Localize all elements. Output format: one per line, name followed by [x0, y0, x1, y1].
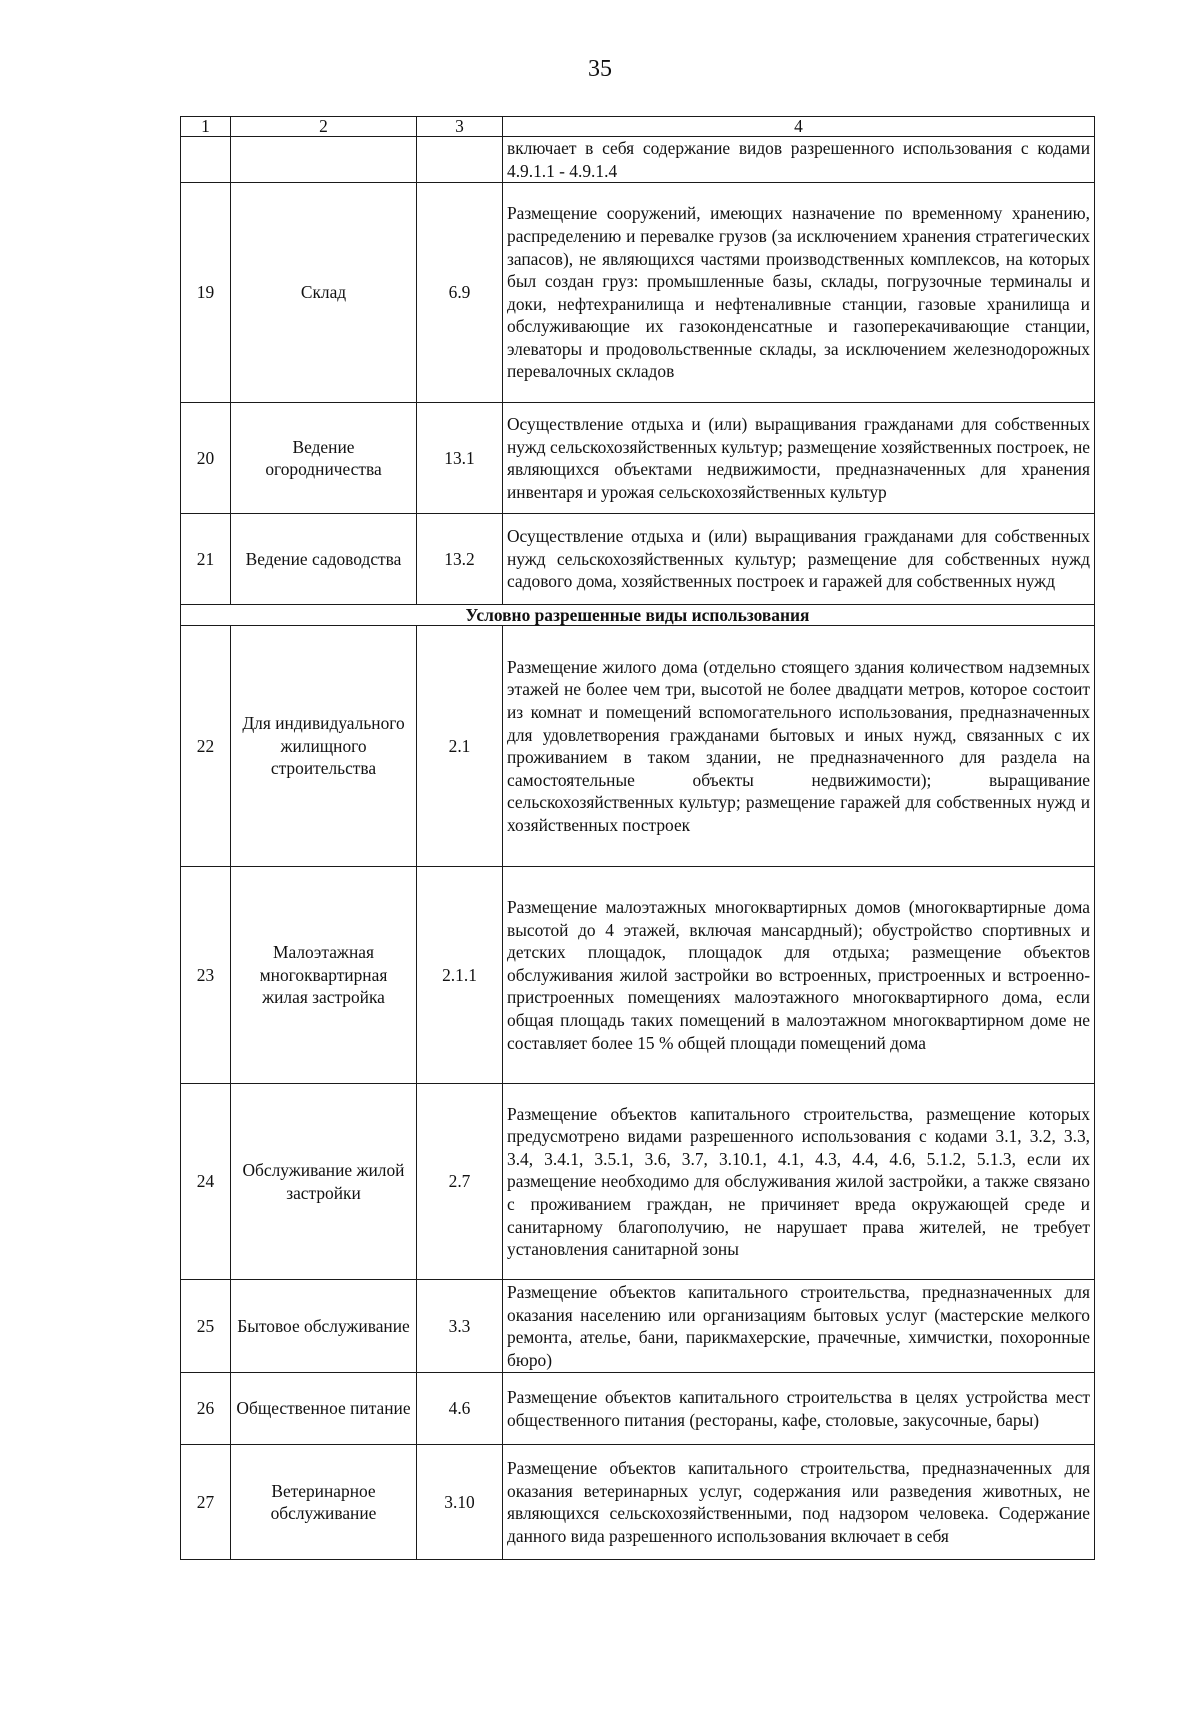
row-code: 3.10 — [417, 1445, 503, 1560]
row-name: Ведение огородничества — [231, 403, 417, 514]
row-description: Размещение объектов капитального строительства в целях устройства мест общественного питания (рестораны, кафе, столовые, закусочные, бары) — [503, 1373, 1095, 1445]
row-code — [417, 137, 503, 183]
table-header-row — [181, 117, 1095, 137]
column-number-1: 1 — [181, 117, 231, 137]
row-number: 23 — [181, 867, 231, 1084]
row-description: Осуществление отдыха и (или) выращивания гражданами для собственных нужд сельскохозяйственных культур; размещение для собственных нужд садового дома, хозяйственных построек и гаражей для собственных нужд — [503, 514, 1095, 605]
row-description: Размещение объектов капитального строительства, размещение которых предусмотрено видами разрешенного использования с кодами 3.1, 3.2, 3.3, 3.4, 3.4.1, 3.5.1, 3.6, 3.7, 3.10.1, 4.1, 4.3, 4.4, 4.6, 5.1.2, 5.1.3, если их размещение необходимо для обслуживания жилой застройки, а также связано с проживанием граждан, не причиняет вреда окружающей среде и санитарному благополучию, не нарушает права жителей, не требует установления санитарной зоны — [503, 1084, 1095, 1280]
row-code: 13.1 — [417, 403, 503, 514]
column-number-2: 2 — [231, 117, 417, 137]
row-name — [231, 137, 417, 183]
row-description: Размещение объектов капитального строительства, предназначенных для оказания населению или организациям бытовых услуг (мастерские мелкого ремонта, ателье, бани, парикмахерские, прачечные, химчистки, похоронные бюро) — [503, 1280, 1095, 1373]
row-code: 2.1 — [417, 626, 503, 867]
column-number-3: 3 — [417, 117, 503, 137]
row-name: Ведение садоводства — [231, 514, 417, 605]
row-name: Для индивидуального жилищного строительства — [231, 626, 417, 867]
row-number: 19 — [181, 183, 231, 403]
table-row — [181, 1280, 1095, 1373]
table-row — [181, 183, 1095, 403]
row-description: Размещение малоэтажных многоквартирных домов (многоквартирные дома высотой до 4 этажей, включая мансардный); обустройство спортивных и детских площадок, площадок для отдыха; размещение объектов обслуживания жилой застройки во встроенных, пристроенных и встроенно-пристроенных помещениях малоэтажного многоквартирного дома, если общая площадь таких помещений в малоэтажном многоквартирном доме не составляет более 15 % общей площади помещений дома — [503, 867, 1095, 1084]
row-description: Размещение сооружений, имеющих назначение по временному хранению, распределению и перевалке грузов (за исключением хранения стратегических запасов), не являющихся частями производственных комплексов, на которых был создан груз: промышленные базы, склады, погрузочные терминалы и доки, нефтехранилища и нефтеналивные станции, газовые хранилища и обслуживающие их газоконденсатные и газоперекачивающие станции, элеваторы и продовольственные склады, за исключением железнодорожных перевалочных складов — [503, 183, 1095, 403]
row-name: Малоэтажная многоквартирная жилая застройка — [231, 867, 417, 1084]
section-header-row — [181, 605, 1095, 626]
row-number: 25 — [181, 1280, 231, 1373]
row-code: 6.9 — [417, 183, 503, 403]
land-use-table — [180, 116, 1095, 1560]
row-number: 20 — [181, 403, 231, 514]
row-name: Склад — [231, 183, 417, 403]
table-row — [181, 1373, 1095, 1445]
table-row — [181, 1445, 1095, 1560]
row-description: Размещение жилого дома (отдельно стоящего здания количеством надземных этажей не более чем три, высотой не более двадцати метров, которое состоит из комнат и помещений вспомогательного использования, предназначенных для удовлетворения гражданами бытовых и иных нужд, связанных с их проживанием в таком здании, не предназначенного для раздела на самостоятельные объекты недвижимости); выращивание сельскохозяйственных культур; размещение гаражей для собственных нужд и хозяйственных построек — [503, 626, 1095, 867]
row-description: Осуществление отдыха и (или) выращивания гражданами для собственных нужд сельскохозяйственных культур; размещение хозяйственных построек, не являющихся объектами недвижимости, предназначенных для хранения инвентаря и урожая сельскохозяйственных культур — [503, 403, 1095, 514]
table-row — [181, 867, 1095, 1084]
table-row-continuation — [181, 137, 1095, 183]
row-code: 2.7 — [417, 1084, 503, 1280]
page-number: 35 — [588, 56, 612, 82]
section-title: Условно разрешенные виды использования — [181, 605, 1095, 626]
row-name: Ветеринарное обслуживание — [231, 1445, 417, 1560]
row-name: Бытовое обслуживание — [231, 1280, 417, 1373]
table-row — [181, 514, 1095, 605]
row-name: Общественное питание — [231, 1373, 417, 1445]
row-number: 24 — [181, 1084, 231, 1280]
row-description: Размещение объектов капитального строительства, предназначенных для оказания ветеринарных услуг, содержания или разведения животных, не являющихся сельскохозяйственными, под надзором человека. Содержание данного вида разрешенного использования включает в себя — [503, 1445, 1095, 1560]
row-code: 2.1.1 — [417, 867, 503, 1084]
row-number: 21 — [181, 514, 231, 605]
table-row — [181, 626, 1095, 867]
row-number: 26 — [181, 1373, 231, 1445]
table-row — [181, 403, 1095, 514]
column-number-4: 4 — [503, 117, 1095, 137]
row-code: 4.6 — [417, 1373, 503, 1445]
row-number: 22 — [181, 626, 231, 867]
table-row — [181, 1084, 1095, 1280]
row-name: Обслуживание жилой застройки — [231, 1084, 417, 1280]
row-code: 3.3 — [417, 1280, 503, 1373]
row-number — [181, 137, 231, 183]
row-description: включает в себя содержание видов разрешенного использования с кодами 4.9.1.1 - 4.9.1.4 — [503, 137, 1095, 183]
row-code: 13.2 — [417, 514, 503, 605]
row-number: 27 — [181, 1445, 231, 1560]
